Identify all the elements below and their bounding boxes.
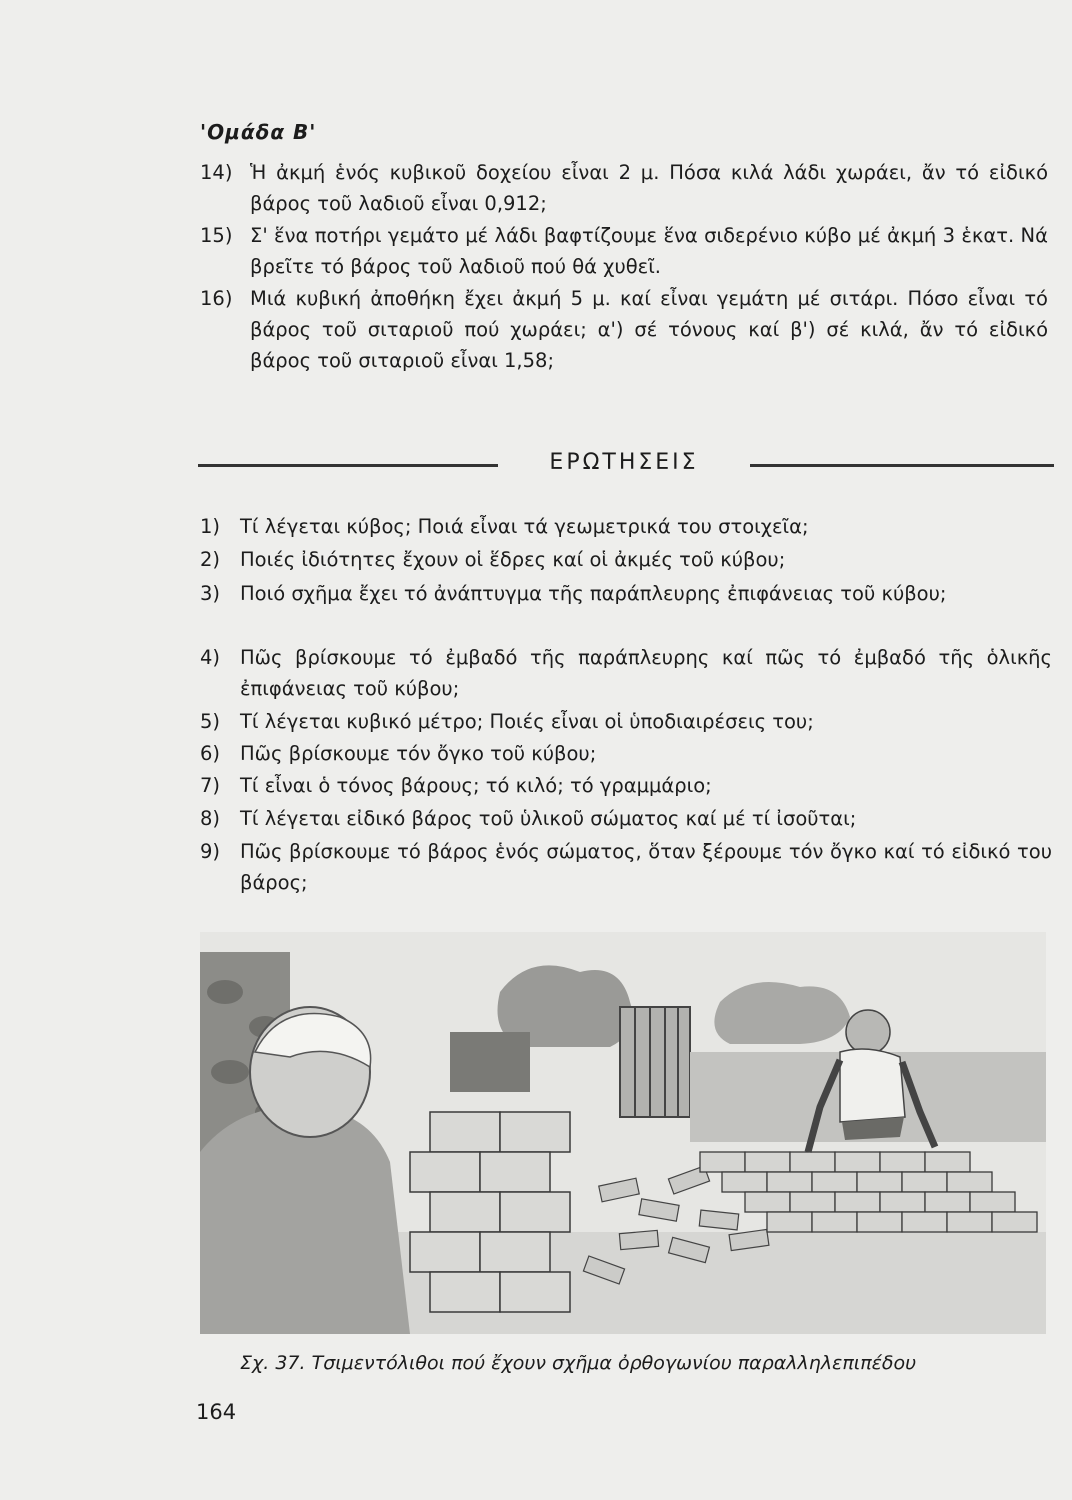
question-text: Τί λέγεται κυβικό μέτρο; Ποιές εἶναι οἱ ὑποδιαιρέσεις του; — [240, 710, 814, 733]
question-text: Τί λέγεται κύβος; Ποιά εἶναι τά γεωμετρικά του στοιχεῖα; — [240, 515, 809, 538]
question-number: 1) — [200, 515, 221, 538]
question-text: Ποιές ἰδιότητες ἔχουν οἱ ἕδρες καί οἱ ἀκμές τοῦ κύβου; — [240, 548, 786, 571]
question-number: 8) — [200, 807, 221, 830]
question-number: 3) — [200, 582, 221, 605]
question-text: Τί λέγεται εἰδικό βάρος τοῦ ὑλικοῦ σώματος καί μέ τί ἰσοῦται; — [240, 807, 857, 830]
divider-line-left — [198, 464, 498, 467]
figure-caption: Σχ. 37. Τσιμεντόλιθοι πού ἔχουν σχῆμα ὀρθογωνίου παραλληλεπιπέδου — [240, 1352, 917, 1374]
exercise-item — [200, 283, 1048, 376]
exercise-text: Μιά κυβική ἀποθήκη ἔχει ἀκμή 5 μ. καί εἶναι γεμάτη μέ σιτάρι. Πόσο εἶναι τό βάρος τοῦ σιταριοῦ πού χωράει; α') σέ τόνους καί β') σέ κιλά, ἄν τό εἰδικό βάρος τοῦ σιταριοῦ εἶναι 1,58; — [250, 287, 1048, 372]
exercise-number: 15) — [200, 224, 233, 247]
question-number: 4) — [200, 646, 221, 669]
page-number: 164 — [196, 1400, 237, 1424]
exercise-item — [200, 157, 1048, 219]
question-number: 5) — [200, 710, 221, 733]
question-item — [200, 578, 1052, 609]
exercise-text: Ἡ ἀκμή ἑνός κυβικοῦ δοχείου εἶναι 2 μ. Πόσα κιλά λάδι χωράει, ἄν τό εἰδικό βάρος τοῦ λαδιοῦ εἶναι 0,912; — [250, 161, 1048, 215]
question-text: Πῶς βρίσκουμε τόν ὄγκο τοῦ κύβου; — [240, 742, 597, 765]
question-item — [200, 511, 1052, 542]
question-number: 2) — [200, 548, 221, 571]
question-item — [200, 738, 1052, 769]
section-title: ΕΡΩΤΗΣΕΙΣ — [549, 450, 699, 475]
question-number: 9) — [200, 840, 221, 863]
question-item — [200, 770, 1052, 801]
question-item — [200, 836, 1052, 898]
question-number: 7) — [200, 774, 221, 797]
section-divider — [198, 450, 1054, 486]
exercise-number: 14) — [200, 161, 233, 184]
divider-line-right — [750, 464, 1054, 467]
question-item — [200, 544, 1052, 575]
question-number: 6) — [200, 742, 221, 765]
question-text: Τί εἶναι ὁ τόνος βάρους; τό κιλό; τό γραμμάριο; — [240, 774, 712, 797]
question-item — [200, 706, 1052, 737]
question-item — [200, 642, 1052, 704]
question-text: Πῶς βρίσκουμε τό ἐμβαδό τῆς παράπλευρης καί πῶς τό ἐμβαδό τῆς ὁλικῆς ἐπιφάνειας τοῦ κύβου; — [240, 646, 1052, 700]
question-text: Ποιό σχῆμα ἔχει τό ἀνάπτυγμα τῆς παράπλευρης ἐπιφάνειας τοῦ κύβου; — [240, 582, 947, 605]
exercise-item — [200, 220, 1048, 282]
group-heading: 'Ομάδα Β' — [200, 120, 317, 144]
exercise-text: Σ' ἕνα ποτήρι γεμάτο μέ λάδι βαφτίζουμε ἕνα σιδερένιο κύβο μέ ἀκμή 3 ἑκατ. Νά βρεῖτε τό βάρος τοῦ λαδιοῦ πού θά χυθεῖ. — [250, 224, 1048, 278]
question-item — [200, 803, 1052, 834]
exercise-number: 16) — [200, 287, 233, 310]
bricks-illustration — [200, 932, 1046, 1334]
question-text: Πῶς βρίσκουμε τό βάρος ἑνός σώματος, ὅταν ξέρουμε τόν ὄγκο καί τό εἰδικό του βάρος; — [240, 840, 1052, 894]
